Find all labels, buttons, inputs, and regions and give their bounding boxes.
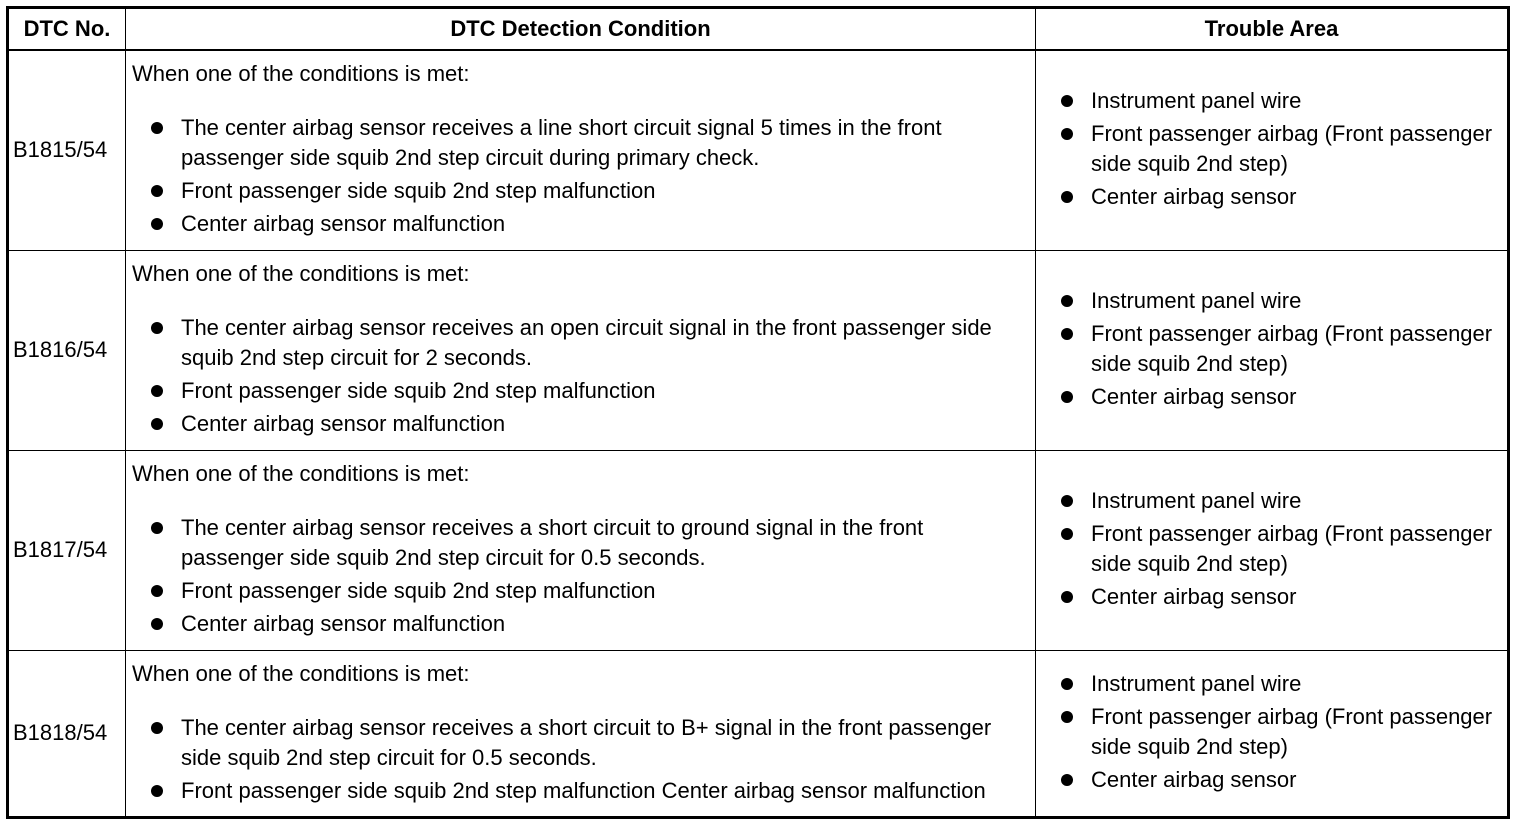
condition-text: The center airbag sensor receives a short circuit to ground signal in the front passenger side squib 2nd step circuit for 0.5 seconds.	[181, 514, 924, 570]
bullet-icon	[151, 418, 163, 430]
trouble-area-item	[1058, 319, 1501, 379]
condition-item	[148, 713, 1029, 773]
dtc-code: B1817/54	[8, 450, 126, 650]
trouble-area-item	[1058, 382, 1501, 412]
condition-item	[148, 176, 1029, 206]
bullet-icon	[1061, 678, 1073, 690]
condition-item	[148, 576, 1029, 606]
header-trouble-area: Trouble Area	[1036, 8, 1509, 51]
header-detection-condition: DTC Detection Condition	[126, 8, 1036, 51]
trouble-area-item	[1058, 119, 1501, 179]
condition-item	[148, 513, 1029, 573]
trouble-area-item	[1058, 582, 1501, 612]
bullet-icon	[151, 722, 163, 734]
trouble-area-text: Center airbag sensor	[1091, 766, 1297, 792]
condition-text: The center airbag sensor receives a line short circuit signal 5 times in the front passenger side squib 2nd step circuit during primary check.	[181, 115, 942, 170]
trouble-area-item	[1058, 669, 1501, 699]
detection-condition-cell	[126, 650, 1036, 817]
trouble-area-item	[1058, 519, 1501, 579]
bullet-icon	[1061, 591, 1073, 603]
condition-item	[148, 776, 1029, 806]
trouble-area-cell	[1036, 450, 1509, 650]
detection-condition-cell	[126, 50, 1036, 250]
trouble-area-list	[1058, 669, 1501, 795]
condition-item	[148, 376, 1029, 406]
trouble-area-cell	[1036, 250, 1509, 450]
table-row	[8, 450, 1509, 650]
condition-item	[148, 209, 1029, 239]
trouble-area-item	[1058, 286, 1501, 316]
trouble-area-text: Instrument panel wire	[1091, 487, 1302, 513]
dtc-code: B1818/54	[8, 650, 126, 817]
trouble-area-cell	[1036, 50, 1509, 250]
dtc-code: B1815/54	[8, 50, 126, 250]
bullet-icon	[1061, 495, 1073, 507]
trouble-area-cell	[1036, 650, 1509, 817]
bullet-icon	[1061, 128, 1073, 140]
bullet-icon	[151, 122, 163, 134]
trouble-area-text: Front passenger airbag (Front passenger side squib 2nd step)	[1091, 320, 1493, 376]
table-row	[8, 250, 1509, 450]
bullet-icon	[1061, 95, 1073, 107]
trouble-area-item	[1058, 702, 1501, 762]
condition-intro: When one of the conditions is met:	[132, 460, 470, 486]
condition-intro: When one of the conditions is met:	[132, 61, 470, 86]
detection-condition-cell	[126, 450, 1036, 650]
trouble-area-list	[1058, 486, 1501, 612]
bullet-icon	[151, 218, 163, 230]
trouble-area-item	[1058, 486, 1501, 516]
bullet-icon	[151, 385, 163, 397]
bullet-icon	[1061, 528, 1073, 540]
bullet-icon	[1061, 191, 1073, 203]
bullet-icon	[1061, 328, 1073, 340]
trouble-area-text: Instrument panel wire	[1091, 670, 1302, 696]
condition-item	[148, 313, 1029, 373]
condition-list	[132, 713, 1029, 806]
bullet-icon	[1061, 711, 1073, 723]
trouble-area-text: Center airbag sensor	[1091, 183, 1297, 209]
table-row	[8, 50, 1509, 250]
bullet-icon	[151, 522, 163, 534]
condition-text: Center airbag sensor malfunction	[181, 610, 506, 636]
dtc-code: B1816/54	[8, 250, 126, 450]
bullet-icon	[151, 785, 163, 797]
condition-text: Front passenger side squib 2nd step malfunction	[181, 377, 656, 403]
condition-text: Center airbag sensor malfunction	[181, 211, 506, 236]
trouble-area-list	[1058, 86, 1501, 212]
condition-text: The center airbag sensor receives a short circuit to B+ signal in the front passenger side squib 2nd step circuit for 0.5 seconds.	[181, 714, 992, 770]
bullet-icon	[151, 585, 163, 597]
condition-item	[148, 409, 1029, 439]
trouble-area-item	[1058, 86, 1501, 116]
bullet-icon	[151, 322, 163, 334]
condition-intro: When one of the conditions is met:	[132, 260, 470, 286]
table-row	[8, 650, 1509, 817]
trouble-area-list	[1058, 286, 1501, 412]
bullet-icon	[1061, 774, 1073, 786]
header-dtc-no: DTC No.	[8, 8, 126, 51]
trouble-area-text: Front passenger airbag (Front passenger side squib 2nd step)	[1091, 703, 1493, 759]
condition-list	[132, 313, 1029, 439]
condition-text: Front passenger side squib 2nd step malfunction Center airbag sensor malfunction	[181, 777, 986, 803]
bullet-icon	[151, 185, 163, 197]
trouble-area-item	[1058, 765, 1501, 795]
trouble-area-text: Instrument panel wire	[1091, 287, 1302, 313]
condition-text: Front passenger side squib 2nd step malfunction	[181, 577, 656, 603]
condition-item	[148, 113, 1029, 173]
bullet-icon	[1061, 391, 1073, 403]
bullet-icon	[1061, 295, 1073, 307]
trouble-area-text: Center airbag sensor	[1091, 383, 1297, 409]
condition-text: Center airbag sensor malfunction	[181, 410, 506, 436]
condition-text: The center airbag sensor receives an open circuit signal in the front passenger side squib 2nd step circuit for 2 seconds.	[181, 314, 992, 370]
condition-item	[148, 609, 1029, 639]
header-row	[8, 8, 1509, 51]
dtc-table	[6, 6, 1510, 819]
bullet-icon	[151, 618, 163, 630]
condition-intro: When one of the conditions is met:	[132, 660, 470, 686]
trouble-area-text: Center airbag sensor	[1091, 583, 1297, 609]
trouble-area-text: Front passenger airbag (Front passenger side squib 2nd step)	[1091, 520, 1493, 576]
trouble-area-item	[1058, 182, 1501, 212]
condition-list	[132, 113, 1029, 239]
trouble-area-text: Instrument panel wire	[1091, 87, 1302, 113]
detection-condition-cell	[126, 250, 1036, 450]
trouble-area-text: Front passenger airbag (Front passenger side squib 2nd step)	[1091, 120, 1493, 176]
condition-list	[132, 513, 1029, 639]
condition-text: Front passenger side squib 2nd step malfunction	[181, 178, 656, 203]
